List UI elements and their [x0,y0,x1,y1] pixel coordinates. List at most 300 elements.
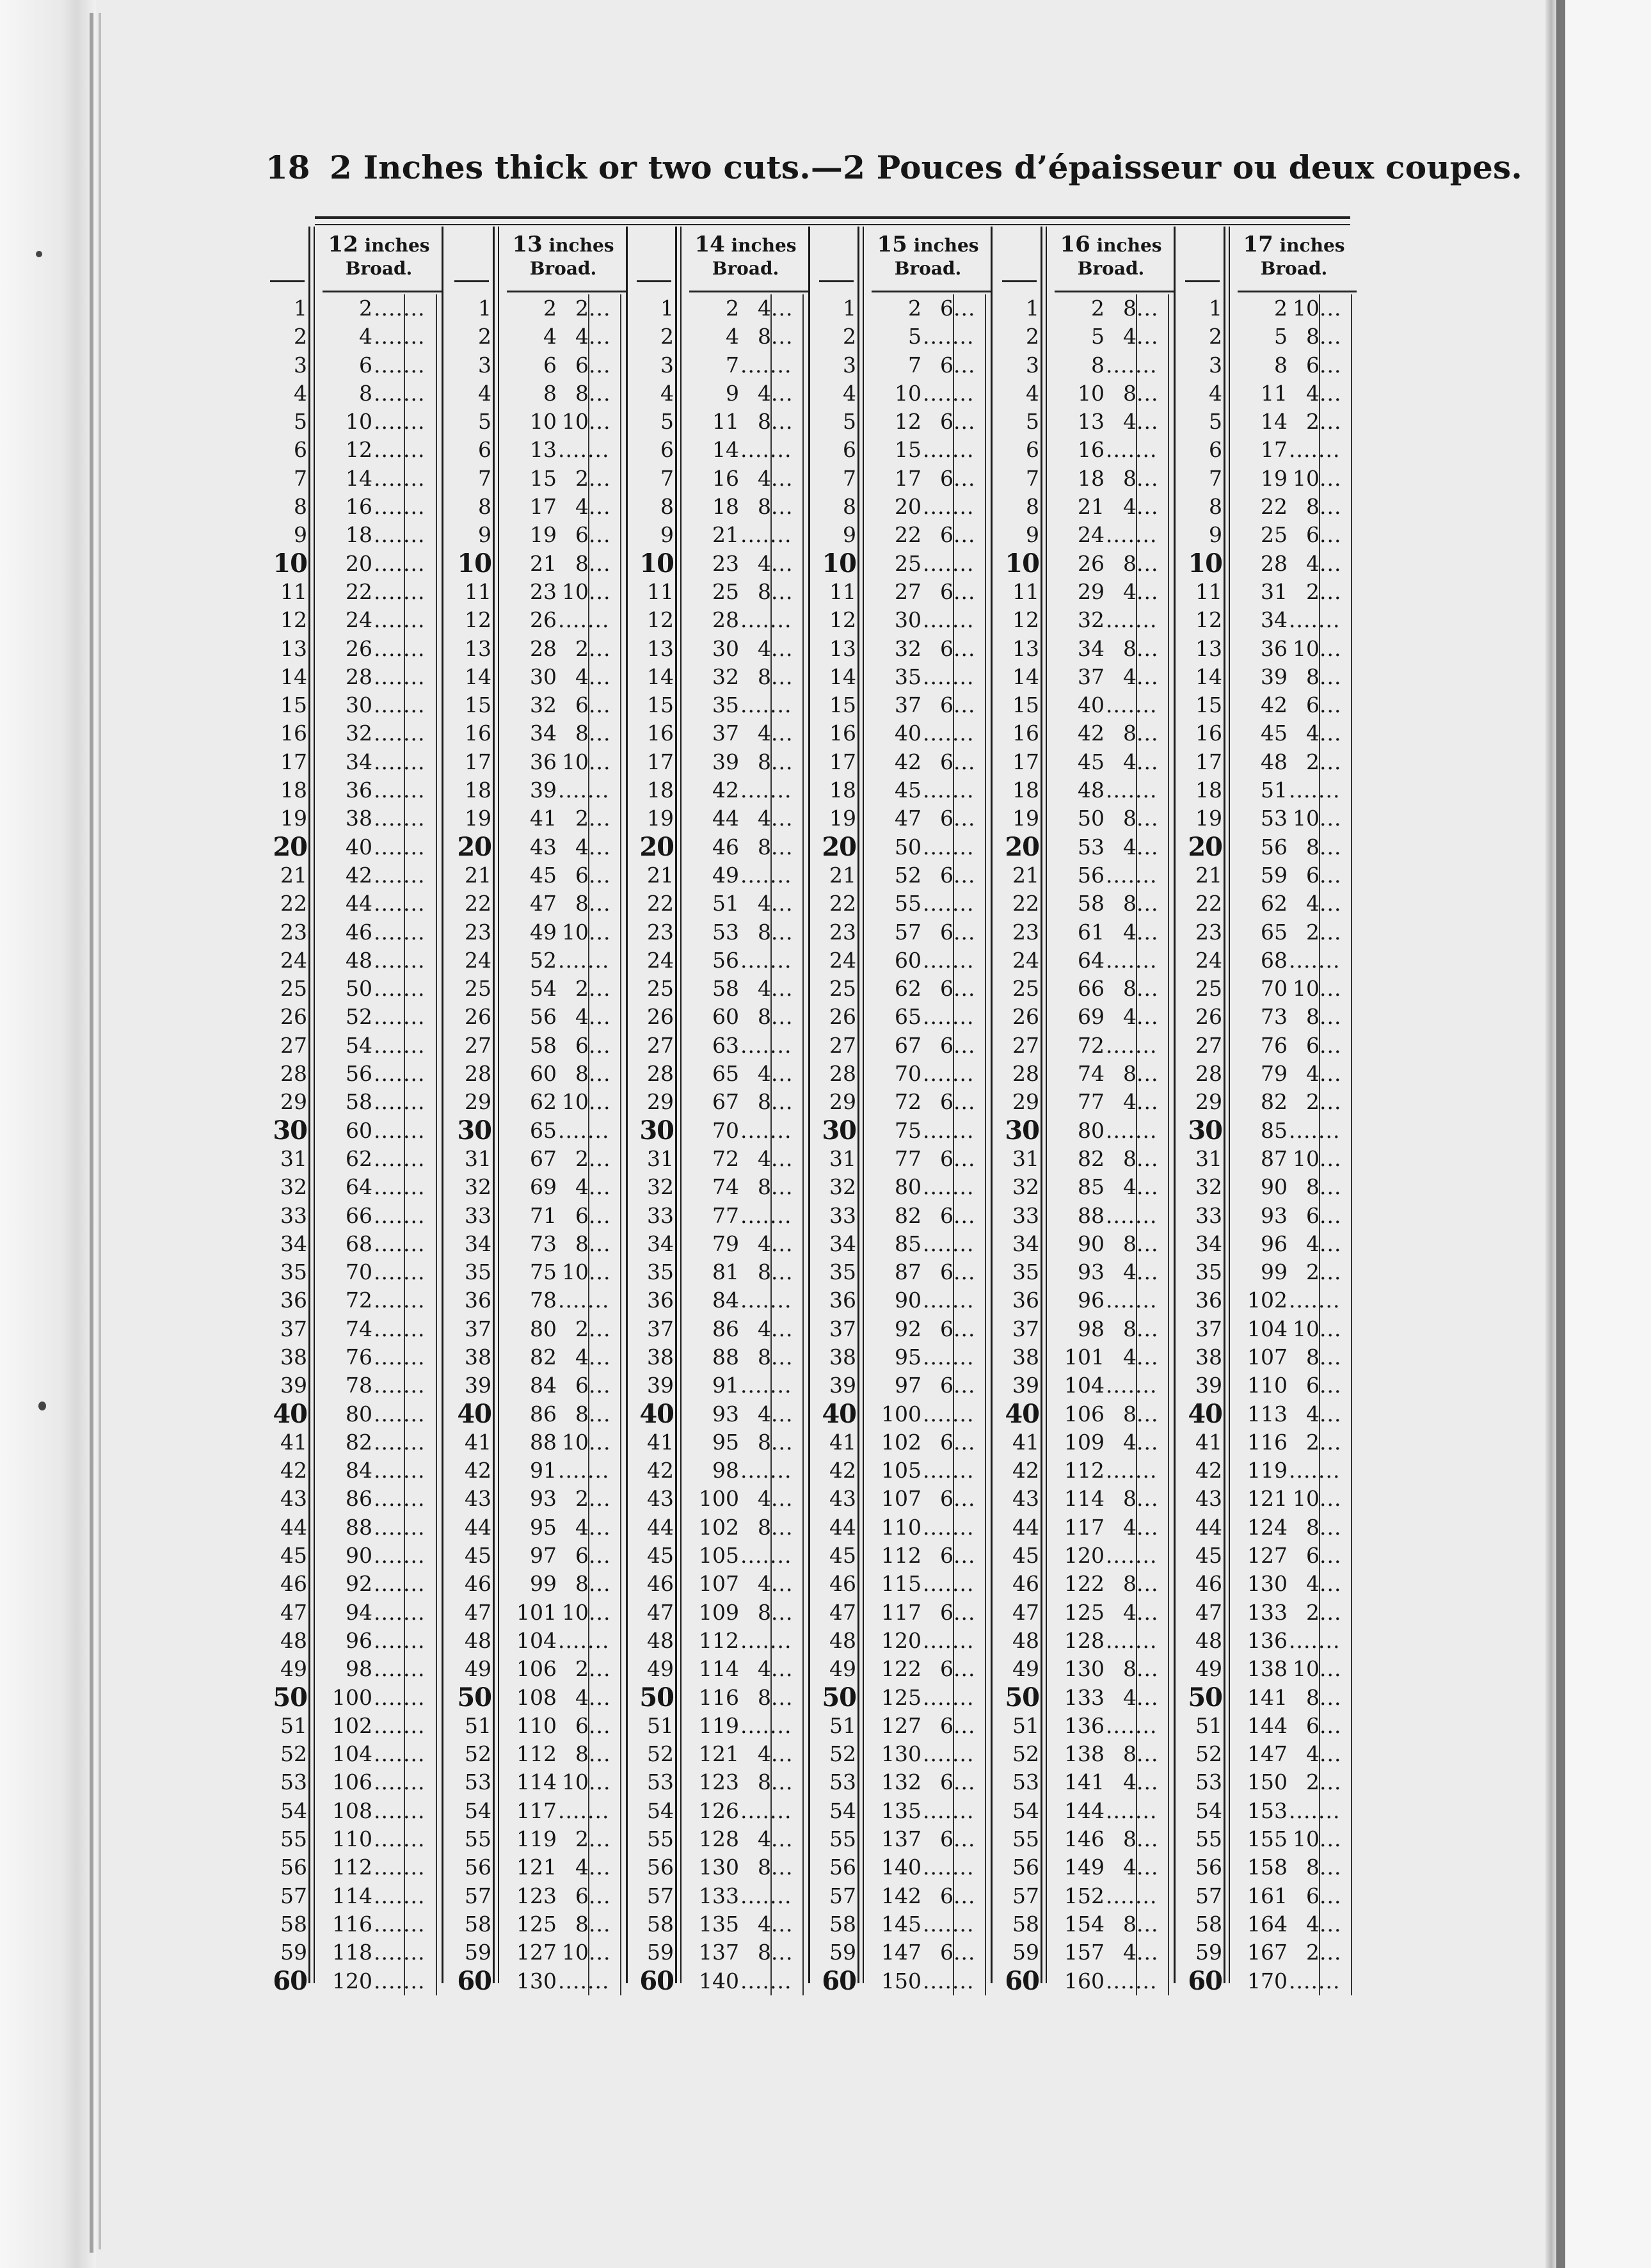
row-index: 9 [843,522,856,548]
row-index: 17 [1195,749,1222,774]
leader-dots: ... [589,1486,611,1512]
leader-dots: ....... [923,607,975,633]
leader-dots: ....... [374,1316,426,1341]
feet-value: 141 [1064,1769,1105,1795]
header-underline [1055,291,1174,292]
leader-dots: ....... [374,494,426,520]
inches-value: 8 [758,1599,771,1625]
row-index: 58 [829,1911,856,1937]
row-index: 43 [465,1486,491,1512]
table-row [503,1428,628,1457]
inches-value: 8 [758,324,771,349]
row-index: 16 [280,721,307,746]
table-section-13-inches [448,227,630,1996]
feet-value: 64 [346,1174,372,1200]
leader-dots: ... [1137,1769,1159,1795]
inches-value: 4 [1123,664,1137,689]
row-index: 26 [1012,1004,1039,1030]
feet-value: 7 [908,352,921,378]
inches-value: 4 [758,976,771,1002]
inches-value: 4 [575,1004,589,1030]
feet-value: 36 [346,778,372,803]
row-index: 5 [660,409,674,435]
row-index: 47 [465,1599,491,1625]
table-row [319,606,444,634]
feet-value: 85 [895,1231,921,1256]
feet-value: 7 [726,352,739,378]
table-row [1051,691,1176,719]
feet-value: 153 [1247,1798,1288,1823]
table-row [1051,1428,1176,1457]
leader-dots: ....... [374,1883,426,1908]
feet-value: 21 [1078,494,1105,520]
row-index: 27 [1195,1032,1222,1058]
table-row [1051,1343,1176,1371]
leader-dots: ... [589,1089,611,1115]
leader-dots: ....... [740,947,792,973]
leader-dots: ... [589,1769,611,1795]
row-index: 8 [843,494,856,520]
inches-value: 6 [940,749,953,774]
feet-value: 28 [530,635,557,661]
row-index: 57 [1195,1883,1222,1908]
feet-value: 138 [1247,1656,1288,1682]
inches-value: 8 [758,579,771,604]
table-row [503,1060,628,1088]
leader-dots: ... [589,1826,611,1852]
feet-value: 130 [1064,1656,1105,1682]
row-index: 24 [280,947,307,973]
leader-dots: ....... [740,862,792,888]
row-index: 38 [647,1344,674,1370]
table-row [503,1371,628,1400]
feet-value: 96 [1078,1288,1105,1313]
inches-value: 4 [575,1514,589,1540]
leader-dots: ....... [740,1032,792,1058]
row-index: 52 [829,1741,856,1767]
feet-value: 67 [895,1032,921,1058]
inches-value: 10 [1293,635,1320,661]
table-section-14-inches [630,227,813,1996]
leader-dots: ....... [374,409,426,435]
leader-dots: ....... [1106,1117,1158,1143]
feet-value: 77 [712,1202,739,1228]
table-row [503,890,628,918]
row-index: 16 [829,721,856,746]
column-rule [314,227,315,1983]
table-row [503,635,628,663]
inches-value: 4 [1306,550,1320,576]
row-index: 39 [465,1373,491,1398]
leader-dots: ... [589,1259,611,1285]
feet-value: 60 [895,947,921,973]
leader-dots: ....... [1289,1968,1341,1993]
table-row [1234,1428,1359,1457]
table-row [319,748,444,776]
inches-value: 4 [1123,579,1137,604]
leader-dots: ... [953,749,976,774]
table-row [868,1938,993,1967]
leader-dots: ... [771,1599,794,1625]
table-row [1051,323,1176,351]
feet-value: 17 [530,494,557,520]
feet-value: 28 [1261,550,1288,576]
leader-dots: ....... [1106,1288,1158,1313]
table-row [868,1032,993,1060]
table-section-15-inches [813,227,995,1996]
feet-value: 140 [881,1855,921,1880]
row-index: 17 [647,749,674,774]
leader-dots: ....... [923,891,975,916]
feet-value: 40 [1078,692,1105,718]
table-row [868,351,993,379]
table-row [685,1825,811,1853]
leader-dots: ... [953,522,976,548]
table-row [1234,804,1359,833]
table-row [1051,1400,1176,1428]
row-index: 56 [280,1855,307,1880]
leader-dots: ....... [374,834,426,859]
inches-value: 8 [758,1855,771,1880]
leader-dots: ... [1137,635,1159,661]
leader-dots: ....... [740,1202,792,1228]
row-index: 54 [465,1798,491,1823]
table-row [1234,1938,1359,1967]
inches-value: 8 [575,550,589,576]
inches-value: 4 [1123,1344,1137,1370]
leader-dots: ... [771,1911,794,1937]
feet-value: 142 [881,1883,921,1908]
leader-dots: ....... [374,1826,426,1852]
leader-dots: ....... [1106,1202,1158,1228]
table-row [503,1684,628,1712]
row-index: 38 [829,1344,856,1370]
row-index: 33 [647,1202,674,1228]
leader-dots: ....... [740,352,792,378]
feet-value: 82 [346,1429,372,1455]
row-index: 45 [1195,1543,1222,1569]
table-row [868,1428,993,1457]
leader-dots: ... [1320,1146,1342,1171]
table-row [319,1173,444,1201]
table-row [685,1457,811,1485]
leader-dots: ....... [374,1373,426,1398]
feet-value: 34 [530,721,557,746]
row-index: 53 [1012,1769,1039,1795]
row-index: 34 [647,1231,674,1256]
row-index: 8 [478,494,491,520]
row-index: 12 [280,607,307,633]
table-row [685,1910,811,1938]
leader-dots: ... [1320,1486,1342,1512]
table-row [685,1343,811,1371]
row-index: 37 [465,1316,491,1341]
table-row [685,663,811,691]
feet-value: 147 [1247,1741,1288,1767]
row-index: 9 [660,522,674,548]
inches-value: 4 [758,550,771,576]
row-index: 36 [647,1288,674,1313]
table-row [1051,1882,1176,1910]
row-index: 50 [639,1682,674,1713]
feet-value: 95 [895,1344,921,1370]
row-index: 33 [465,1202,491,1228]
row-index: 32 [465,1174,491,1200]
breadth-value: 14 [694,232,725,257]
feet-value: 62 [530,1089,557,1115]
feet-value: 102 [332,1713,372,1738]
row-index: 55 [1195,1826,1222,1852]
feet-value: 135 [881,1798,921,1823]
feet-value: 112 [332,1855,372,1880]
table-row [319,436,444,464]
leader-dots: ....... [923,437,975,463]
feet-value: 160 [1064,1968,1105,1993]
row-index: 29 [829,1089,856,1115]
row-index: 25 [829,976,856,1002]
breadth-label: Broad. [1077,258,1145,279]
row-index: 15 [465,692,491,718]
table-row [1234,1684,1359,1712]
inches-value: 4 [1306,1231,1320,1256]
table-row [868,578,993,606]
table-row [503,436,628,464]
row-index: 10 [457,548,491,579]
leader-dots: ....... [923,1684,975,1710]
row-index: 1 [1026,296,1039,321]
leader-dots: ... [1137,1741,1159,1767]
inches-value: 6 [940,1656,953,1682]
table-row [1234,408,1359,436]
inches-value: 6 [940,1940,953,1965]
inches-value: 8 [1123,806,1137,831]
row-index: 1 [478,296,491,321]
row-index: 49 [465,1656,491,1682]
row-index: 49 [1195,1656,1222,1682]
leader-dots: ....... [740,1627,792,1653]
row-index: 4 [478,380,491,406]
feet-value: 17 [1261,437,1288,463]
feet-value: 47 [530,891,557,916]
breadth-label: Broad. [712,258,779,279]
row-index: 18 [1012,778,1039,803]
leader-dots: ....... [374,1344,426,1370]
row-index: 35 [829,1259,856,1285]
table-row [319,1371,444,1400]
feet-value: 42 [1078,721,1105,746]
row-index: 55 [1012,1826,1039,1852]
row-index: 29 [647,1089,674,1115]
table-row [685,975,811,1003]
feet-value: 65 [712,1061,739,1087]
feet-value: 42 [712,778,739,803]
row-index: 16 [647,721,674,746]
inches-value: 2 [1306,1259,1320,1285]
row-index: 24 [465,947,491,973]
leader-dots: ... [953,1316,976,1341]
feet-value: 126 [699,1798,739,1823]
table-row [685,1145,811,1173]
leader-dots: ....... [923,1855,975,1880]
leader-dots: ... [589,1713,611,1738]
leader-dots: ....... [740,1117,792,1143]
leader-dots: ....... [1289,778,1341,803]
row-index: 2 [843,324,856,349]
inches-value: 4 [1123,494,1137,520]
table-row [1234,465,1359,493]
table-row [503,1485,628,1513]
table-row [503,691,628,719]
table-row [1051,1938,1176,1967]
header-rule-thin [315,224,1350,225]
leader-dots: ... [589,1883,611,1908]
feet-value: 125 [1064,1599,1105,1625]
row-index: 10 [1188,548,1222,579]
table-row [1051,1684,1176,1712]
table-row [868,1202,993,1230]
feet-value: 114 [332,1883,372,1908]
leader-dots: ... [771,635,794,661]
index-dash [1185,280,1220,282]
leader-dots: ....... [374,579,426,604]
row-index: 4 [660,380,674,406]
row-index: 21 [465,862,491,888]
leader-dots: ....... [740,1713,792,1738]
leader-dots: ... [589,1004,611,1030]
row-index: 31 [465,1146,491,1171]
table-row [685,1542,811,1570]
inches-value: 10 [562,919,589,945]
feet-value: 30 [530,664,557,689]
leader-dots: ... [589,409,611,435]
leader-dots: ... [1137,1174,1159,1200]
inches-value: 8 [575,1061,589,1087]
leader-dots: ... [953,1656,976,1682]
table-row [319,1967,444,1995]
feet-value: 56 [530,1004,557,1030]
row-index: 39 [829,1373,856,1398]
leader-dots: ....... [374,919,426,945]
breadth-unit: inches [1096,235,1162,256]
row-index: 19 [647,806,674,831]
feet-value: 5 [908,324,921,349]
row-index: 43 [1012,1486,1039,1512]
row-index: 51 [1012,1713,1039,1738]
inches-value: 4 [1306,721,1320,746]
feet-value: 62 [895,976,921,1002]
row-index: 32 [1012,1174,1039,1200]
table-row [319,1882,444,1910]
row-index: 27 [829,1032,856,1058]
leader-dots: ....... [923,1174,975,1200]
table-row [1234,1768,1359,1796]
table-row [319,1286,444,1314]
row-index: 16 [1012,721,1039,746]
leader-dots: ... [589,721,611,746]
table-row [503,1513,628,1542]
inches-value: 8 [1123,1826,1137,1852]
feet-value: 51 [712,891,739,916]
row-index: 45 [1012,1543,1039,1569]
row-index: 26 [1195,1004,1222,1030]
feet-value: 14 [1261,409,1288,435]
row-index: 4 [1209,380,1222,406]
column-rule [1224,227,1225,1983]
row-index: 50 [1188,1682,1222,1713]
leader-dots: ....... [923,947,975,973]
column-rule [1046,227,1047,1983]
row-index: 58 [1195,1911,1222,1937]
table-row [685,1599,811,1627]
leader-dots: ....... [374,1627,426,1653]
inches-value: 6 [940,862,953,888]
leader-dots: ... [589,891,611,916]
leader-dots: ... [589,1599,611,1625]
leader-dots: ... [1320,1061,1342,1087]
breadth-unit: inches [1279,235,1345,256]
feet-value: 150 [881,1968,921,1993]
table-row [868,1258,993,1286]
inches-value: 8 [1306,1684,1320,1710]
feet-value: 113 [1247,1401,1288,1426]
leader-dots: ... [1137,834,1159,859]
row-index: 57 [280,1883,307,1908]
leader-dots: ... [771,1429,794,1455]
leader-dots: ... [771,1174,794,1200]
table-row [1234,550,1359,578]
row-index: 47 [280,1599,307,1625]
feet-value: 72 [346,1288,372,1313]
table-row [685,1032,811,1060]
column-header [872,233,984,280]
table-row [868,436,993,464]
feet-value: 44 [712,806,739,831]
inches-value: 6 [940,692,953,718]
table-row [685,1570,811,1598]
leader-dots: ... [1320,1373,1342,1398]
row-index: 40 [1188,1398,1222,1429]
leader-dots: ... [1320,1514,1342,1540]
row-index: 14 [829,664,856,689]
table-row [685,578,811,606]
leader-dots: ... [1320,976,1342,1002]
inches-value: 8 [1123,891,1137,916]
leader-dots: ....... [374,1146,426,1171]
row-index: 11 [465,579,491,604]
inches-value: 4 [758,1401,771,1426]
feet-value: 60 [712,1004,739,1030]
feet-value: 56 [1078,862,1105,888]
inches-value: 10 [1293,806,1320,831]
inches-value: 4 [1123,1174,1137,1200]
inches-value: 2 [575,806,589,831]
row-index-column [271,294,307,1995]
row-index: 42 [1195,1458,1222,1483]
feet-value: 48 [346,947,372,973]
feet-value: 152 [1064,1883,1105,1908]
leader-dots: ... [1320,1656,1342,1682]
inches-value: 6 [1306,862,1320,888]
leader-dots: ... [771,721,794,746]
table-row [503,351,628,379]
row-index: 34 [1195,1231,1222,1256]
row-index: 20 [1005,831,1039,862]
feet-value: 114 [1064,1486,1105,1512]
row-index: 31 [829,1146,856,1171]
inches-value: 4 [1306,1911,1320,1937]
inches-value: 4 [1123,324,1137,349]
table-row [1234,1202,1359,1230]
